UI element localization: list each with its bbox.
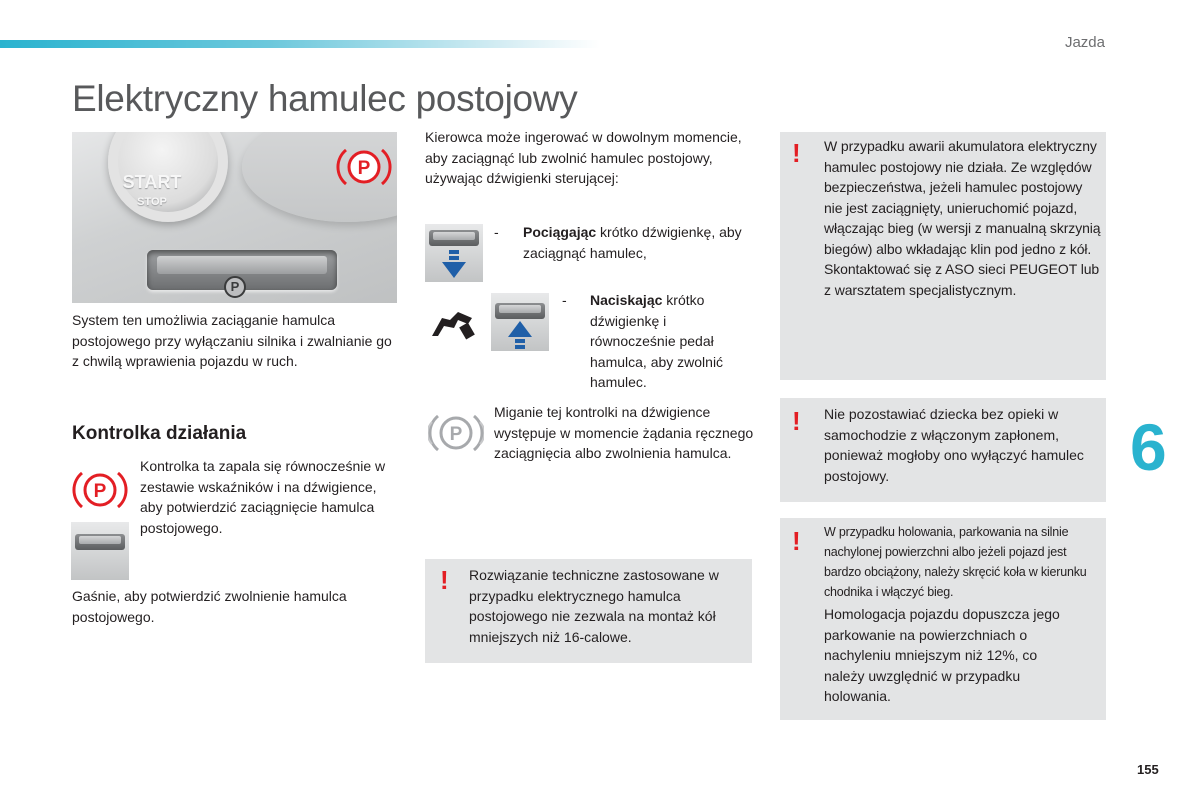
arrow-up-icon <box>507 321 533 351</box>
pull-lever-thumbnail <box>425 224 483 282</box>
blink-text: Miganie tej kontrolki na dźwigience występuje w momencie żądania ręcznego zaciągnięcia albo zwolnienia hamulca. <box>494 404 754 461</box>
operation-intro: Kierowca może ingerować w dowolnym momencie, aby zaciągnąć lub zwolnić hamulec postojowy, używając dźwigienki sterującej: <box>425 129 742 186</box>
warning-towing-condensed-text: W przypadku holowania, parkowania na silnie nachylonej powierzchni albo jeżeli pojazd jest bardzo obciążony, należy skręcić koła w kierunku chodnika i włączyć bieg. <box>824 525 1087 599</box>
push-instruction <box>590 290 755 393</box>
pull-lever-slot-top <box>433 232 475 240</box>
page-title: Elektryczny hamulec postojowy <box>72 78 578 119</box>
warning-mark: ! <box>792 526 801 556</box>
flashing-p-icon <box>428 410 484 456</box>
warning-battery-text: W przypadku awarii akumulatora elektryczny hamulec postojowy nie działa. Ze względów bezpieczeństwa, jeżeli hamulec postojowy nie jest zaciągnięty, unieruchomić pojazd, włączając bieg (w wersji z manualną skrzynią biegów) albo wkładając klin pod jedno z kół. Skontaktować się z ASO sieci PEUGEOT lub z warsztatem specjalistycznym. <box>824 138 1101 298</box>
lever-thumbnail <box>71 522 129 580</box>
arrow-down-icon <box>441 250 467 280</box>
warning-towing-text: Homologacja pojazdu dopuszcza jego parkowanie na powierzchniach o nachyleniu mniejszym niż 12%, co należy uwzględnić w przypadku holowania. <box>824 606 1060 704</box>
pull-instruction <box>523 222 753 263</box>
indicator-heading: Kontrolka działania <box>72 423 247 444</box>
push-bold: Naciskając <box>590 292 663 308</box>
lever-p-symbol: P <box>224 276 246 298</box>
pull-rest: krótko dźwigienkę, aby zaciągnąć hamulec, <box>523 224 742 261</box>
warning-mark: ! <box>792 138 801 168</box>
pull-dash: - <box>494 224 499 240</box>
indicator-off-text: Gaśnie, aby potwierdzić zwolnienie hamulca postojowego. <box>72 588 347 625</box>
flashing-p-letter: P <box>449 424 463 445</box>
pull-bold: Pociągając <box>523 224 597 240</box>
lever-slot-top <box>79 536 121 544</box>
indicator-lamp-icon <box>72 467 128 513</box>
chapter-number: 6 <box>1130 410 1167 484</box>
indicator-lamp-p-letter: P <box>93 481 107 502</box>
stop-label: STOP <box>137 196 167 208</box>
intro-text: System ten umożliwia zaciąganie hamulca postojowego przy wyłączaniu silnika i zwalnianie go z chwilą wprawienia pojazdu w ruch. <box>72 312 392 369</box>
section-label: Jazda <box>1064 34 1105 51</box>
brake-lever-top <box>157 256 327 274</box>
push-lever-slot-top <box>499 305 541 313</box>
foot-pedal-icon <box>428 306 476 340</box>
header-accent-bar <box>0 40 600 48</box>
warning-mark: ! <box>792 406 801 436</box>
start-label: START <box>122 172 182 192</box>
warning-wheel-size-text: Rozwiązanie techniczne zastosowane w przypadku elektrycznego hamulca postojowego nie zezwala na montaż kół mniejszych niż 16-calowe. <box>469 567 719 645</box>
indicator-on-text: Kontrolka ta zapala się równocześnie w zestawie wskaźników i na dźwigience, aby potwierdzić zaciągnięcie hamulca postojowego. <box>140 458 386 536</box>
parking-brake-warning-icon <box>336 144 392 190</box>
push-rest: krótko dźwigienkę i równocześnie pedał hamulca, aby zwolnić hamulec. <box>590 292 724 390</box>
warning-icon-p-letter: P <box>357 158 371 179</box>
warning-mark: ! <box>440 565 449 595</box>
push-dash: - <box>562 292 567 308</box>
start-stop-label <box>122 172 182 212</box>
page-number: 155 <box>1137 762 1159 777</box>
warning-child-text: Nie pozostawiać dziecka bez opieki w samochodzie z włączonym zapłonem, ponieważ mogłoby ono wyłączyć hamulec postojowy. <box>824 406 1084 484</box>
push-lever-thumbnail <box>491 293 549 351</box>
